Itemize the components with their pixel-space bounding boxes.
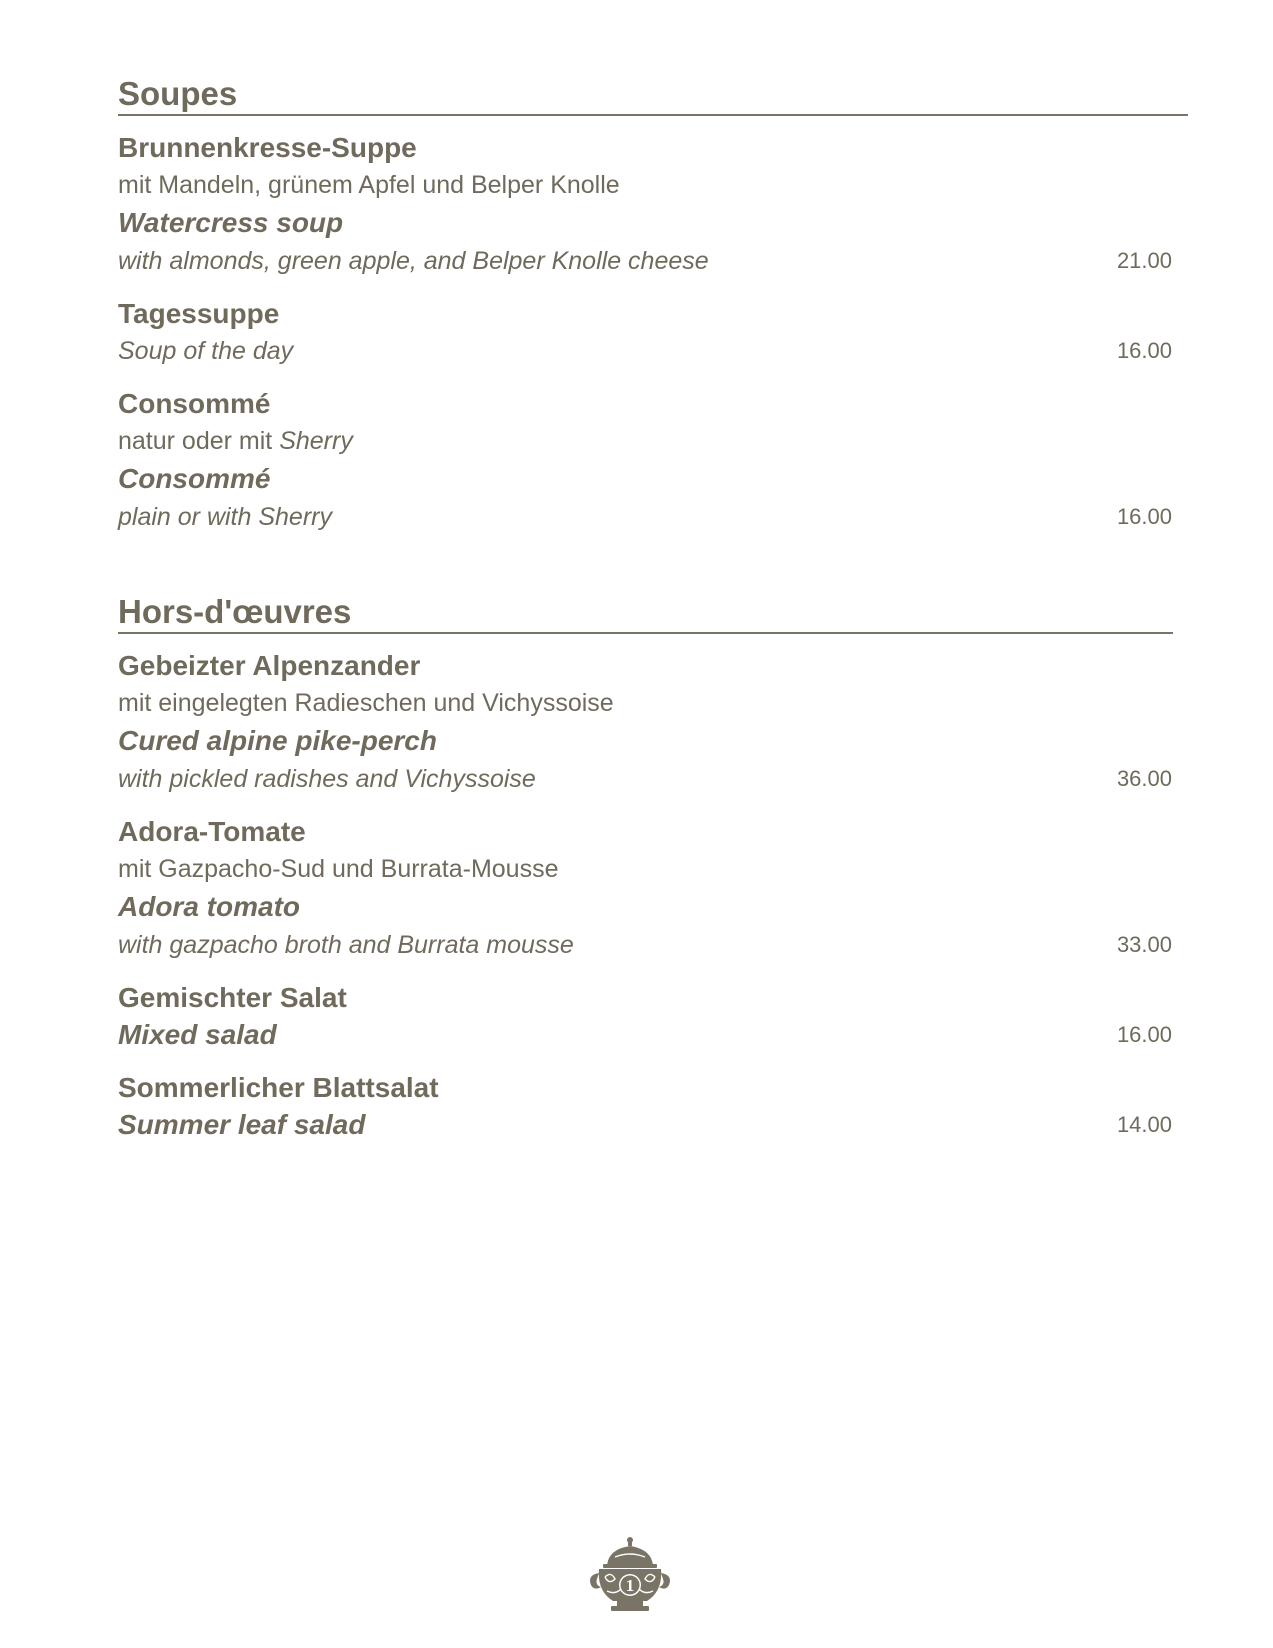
item-description-de-italic: Sherry <box>279 427 353 455</box>
item-description-en: plain or with Sherry <box>118 503 332 531</box>
item-name-de: Brunnenkresse-Suppe <box>118 132 417 163</box>
item-description-de-plain: natur oder mit <box>118 427 280 455</box>
item-price: 16.00 <box>1116 1022 1172 1047</box>
item-description-en: Soup of the day <box>118 337 294 365</box>
item-name-de: Adora-Tomate <box>118 816 306 847</box>
menu-item-consomme <box>118 386 1188 536</box>
item-name-en: Watercress soup <box>118 207 344 238</box>
item-name-en: Adora tomato <box>118 891 300 922</box>
item-name-de: Gemischter Salat <box>118 982 347 1013</box>
section-soupes <box>118 74 1188 536</box>
item-price: 36.00 <box>1116 766 1172 791</box>
item-price: 16.00 <box>1116 338 1172 363</box>
item-name-en: Consommé <box>118 463 271 494</box>
page-number: 1 <box>625 1576 635 1595</box>
item-description-de: mit eingelegten Radieschen und Vichyssoise <box>118 689 614 717</box>
tureen-logo-icon <box>585 1535 675 1615</box>
item-name-en: Mixed salad <box>118 1019 277 1050</box>
item-price: 21.00 <box>1116 248 1172 273</box>
item-name-en: Summer leaf salad <box>118 1109 366 1140</box>
section-title: Soupes <box>118 74 1188 116</box>
item-price: 16.00 <box>1116 504 1172 529</box>
item-description-en: with almonds, green apple, and Belper Knolle cheese <box>118 247 709 275</box>
item-name-de: Tagessuppe <box>118 298 280 329</box>
menu-item-sommerlicher-blattsalat <box>118 1070 1188 1144</box>
item-name-de: Gebeizter Alpenzander <box>118 650 421 681</box>
section-hors-doeuvres <box>118 592 1188 1144</box>
item-description-en: with gazpacho broth and Burrata mousse <box>118 931 574 959</box>
menu-item-adora-tomate <box>118 814 1188 964</box>
menu-page <box>118 74 1188 1144</box>
tureen-logo-svg <box>585 1535 675 1615</box>
item-description-de <box>118 422 1188 460</box>
menu-item-tagessuppe <box>118 296 1188 370</box>
item-name-de: Consommé <box>118 388 271 419</box>
menu-item-gemischter-salat <box>118 980 1188 1054</box>
item-price: 14.00 <box>1116 1112 1172 1137</box>
item-name-en: Cured alpine pike-perch <box>118 725 437 756</box>
item-description-en: with pickled radishes and Vichyssoise <box>118 765 536 793</box>
item-description-de: mit Gazpacho-Sud und Burrata-Mousse <box>118 855 559 883</box>
item-price: 33.00 <box>1116 932 1172 957</box>
section-title: Hors-d'œuvres <box>118 592 1173 634</box>
item-description-de: mit Mandeln, grünem Apfel und Belper Knolle <box>118 171 620 199</box>
menu-item-gebeizter-alpenzander <box>118 648 1188 798</box>
item-name-de: Sommerlicher Blattsalat <box>118 1072 439 1103</box>
menu-item-brunnenkresse-suppe <box>118 130 1188 280</box>
